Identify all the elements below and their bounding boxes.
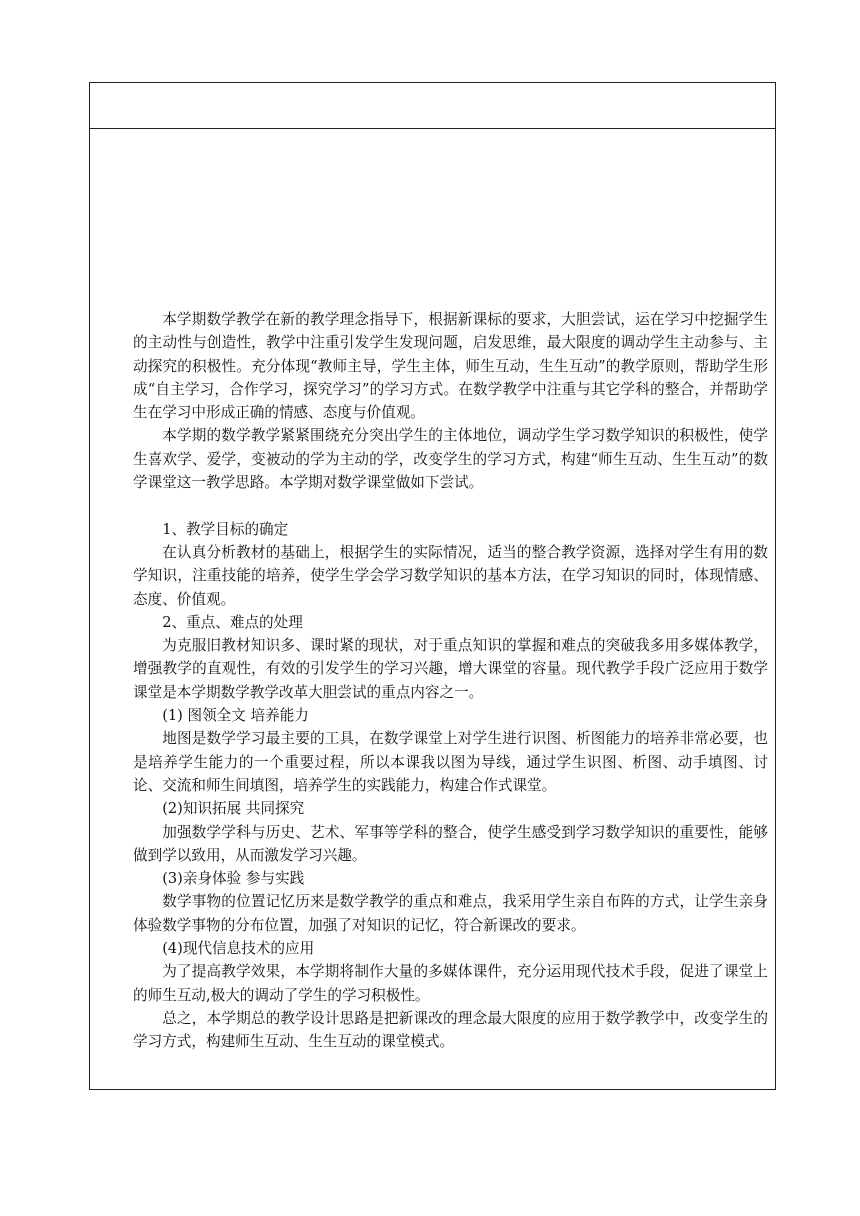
- map-guidance-paragraph: 地图是数学学习最主要的工具，在数学课堂上对学生进行识图、析图能力的培养非常必要，也是培养学生能力的一个重要过程，所以本课我以图为导线，通过学生识图、析图、动手填图、讨论、交流和师生间填图，培养学生的实践能力，构建合作式课堂。: [133, 730, 768, 794]
- teaching-goals-paragraph: 在认真分析教材的基础上，根据学生的实际情况，适当的整合教学资源，选择对学生有用的数学知识，注重技能的培养，使学生学会学习数学知识的基本方法，在学习知识的同时，体现情感、态度、价值观。: [133, 543, 768, 608]
- document-table: [89, 82, 776, 1090]
- table-content-cell: [90, 129, 775, 1089]
- document-body: [133, 308, 768, 1054]
- key-points-paragraph: 为克服旧教材知识多、课时紧的现状，对于重点知识的掌握和难点的突破我多用多媒体教学，增强教学的直观性，有效的引发学生的学习兴趣，增大课堂的容量。现代教学手段广泛应用于数学课堂是本学期数学教学改革大胆尝试的重点内容之一。: [133, 637, 768, 701]
- intro-paragraph-1: 本学期数学教学在新的教学理念指导下，根据新课标的要求，大胆尝试，运在学习中挖掘学生的主动性与创造性，教学中注重引发学生发现问题，启发思维，最大限度的调动学生主动参与、主动探究的积极性。充分体现“教师主导，学生主体，师生互动，生生互动”的教学原则，帮助学生形成“自主学习，合作学习，探究学习”的学习方式。在数学教学中注重与其它学科的整合，并帮助学生在学习中形成正确的情感、态度与价值观。: [133, 311, 768, 422]
- summary-paragraph: 总之，本学期总的教学设计思路是把新课改的理念最大限度的应用于数学教学中，改变学生的学习方式，构建师生互动、生生互动的课堂模式。: [133, 1009, 768, 1051]
- hands-on-practice-paragraph: 数学事物的位置记忆历来是数学教学的重点和难点，我采用学生亲自布阵的方式，让学生亲身体验数学事物的分布位置，加强了对知识的记忆，符合新课改的要求。: [133, 893, 768, 934]
- subheading-knowledge-extension: (2)知识拓展 共同探究: [162, 800, 305, 818]
- intro-paragraph-2: 本学期的数学教学紧紧围绕充分突出学生的主体地位，调动学生学习数学知识的积极性，使学生喜欢学、爱学，变被动的学为主动的学，改变学生的学习方式，构建“师生互动、生生互动”的数学课堂这一教学思路。本学期对数学课堂做如下尝试。: [133, 427, 768, 492]
- subheading-hands-on-practice: (3)亲身体验 参与实践: [162, 870, 305, 888]
- subheading-map-guidance: (1) 图领全文 培养能力: [162, 707, 309, 725]
- section-heading-teaching-goals: 1、教学目标的确定: [162, 520, 289, 538]
- information-technology-paragraph: 为了提高教学效果，本学期将制作大量的多媒体课件，充分运用现代技术手段，促进了课堂上的师生互动,极大的调动了学生的学习积极性。: [133, 963, 768, 1004]
- blank-line: [133, 494, 768, 517]
- table-header-row: [90, 83, 775, 129]
- section-heading-key-points: 2、重点、难点的处理: [162, 613, 303, 631]
- subheading-information-technology: (4)现代信息技术的应用: [162, 940, 315, 958]
- knowledge-extension-paragraph: 加强数学学科与历史、艺术、军事等学科的整合，使学生感受到学习数学知识的重要性，能够做到学以致用，从而激发学习兴趣。: [133, 823, 768, 864]
